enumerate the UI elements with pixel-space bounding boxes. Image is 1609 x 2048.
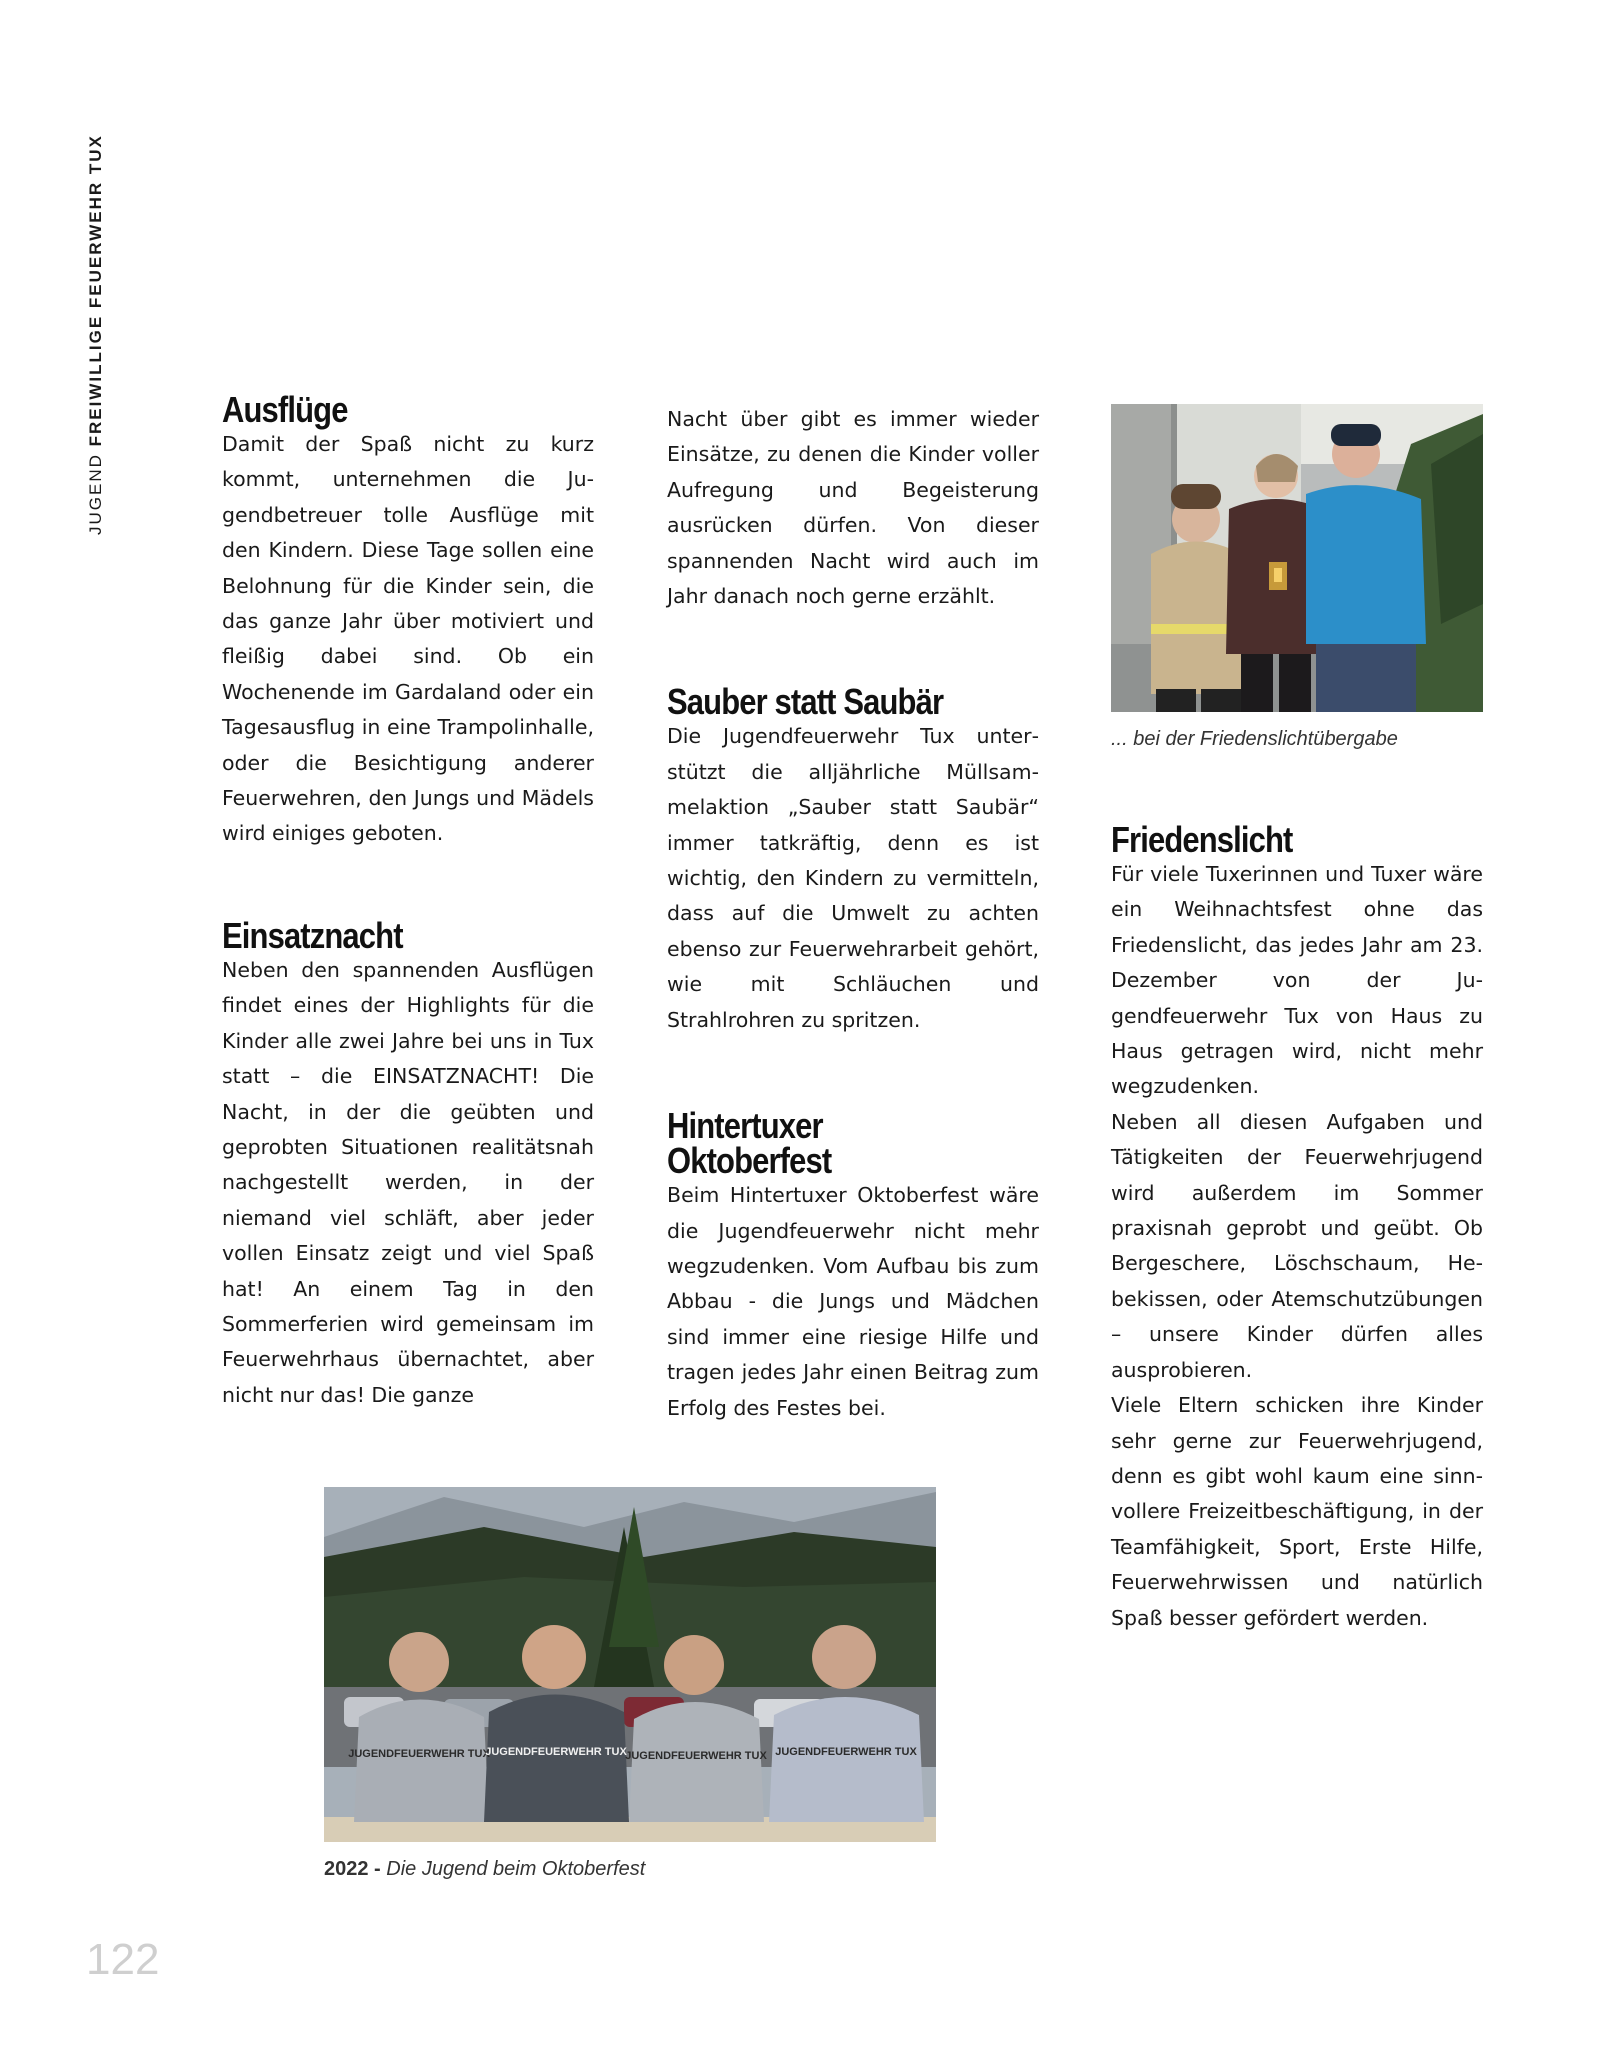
- hoodie-text-3: JUGENDFEUERWEHR TUX: [625, 1750, 767, 1762]
- text-einsatznacht-continued: Nacht über gibt es immer wieder Einsätze, zu denen die Kinder voller Aufregung und Begeisterung ausrücken dürfen. Von dieser spannenden Nacht wird auch im Jahr danach noch gerne erzählt.: [667, 407, 1039, 609]
- text-friedenslicht-2: Neben all diesen Aufgaben und Tätigkeiten der Feuerwehrjugend wird außerdem im Sommer praxisnah geprobt und geübt. Ob Bergeschere, Löschschaum, Hebekissen, oder Atemschutzübungen – unsere Kinder dürfen alles ausprobieren.: [1111, 1109, 1483, 1382]
- heading-sauber-statt-saubaer: Sauber statt Saubär: [667, 681, 944, 723]
- caption-oktoberfest: [324, 1858, 645, 1881]
- heading-friedenslicht: Friedenslicht: [1111, 819, 1293, 860]
- hoodie-text-1: JUGENDFEUERWEHR TUX: [348, 1748, 490, 1760]
- running-header: [86, 134, 106, 535]
- column-3: [1111, 819, 1483, 1636]
- caption-year: 2022 -: [324, 1858, 381, 1880]
- heading-oktoberfest-line1: Hintertuxer: [667, 1105, 823, 1147]
- running-header-bold: FREIWILLIGE FEUERWEHR TUX: [86, 134, 105, 447]
- caption-text: Die Jugend beim Oktoberfest: [380, 1858, 646, 1880]
- text-friedenslicht-3: Viele Eltern schicken ihre Kinder sehr gerne zur Feuerwehrjugend, denn es gibt wohl kaum eine sinnvollere Freizeitbeschäftigung, in der Teamfähigkeit, Sport, Erste Hilfe, Feuerwehrwissen und natürlich Spaß besser gefördert werden.: [1111, 1393, 1483, 1630]
- caption-friedenslicht: ... bei der Friedenslichtübergabe: [1111, 728, 1398, 750]
- text-friedenslicht-1: Für viele Tuxerinnen und Tuxer wäre ein Weihnachtsfest ohne das Friedenslicht, das jedes Jahr am 23. Dezember von der Jugendfeuerwehr Tux von Haus zu Haus getragen wird, nicht mehr wegzudenken.: [1111, 862, 1483, 1099]
- text-sauber-statt-saubaer: Die Jugendfeuerwehr Tux unterstützt die alljährliche Müllsammelaktion „Sauber statt Saubär“ immer tatkräftig, denn es ist wichtig, den Kindern zu vermitteln, dass auf die Umwelt zu achten ebenso zur Feuerwehrarbeit gehört, wie mit Schläuchen und Strahlrohren zu spritzen.: [667, 724, 1039, 1032]
- column-1: [222, 389, 594, 1413]
- hoodie-text-4: JUGENDFEUERWEHR TUX: [775, 1746, 917, 1758]
- heading-einsatznacht: Einsatznacht: [222, 914, 403, 956]
- column-2: [667, 402, 1039, 1426]
- text-ausfluege: Damit der Spaß nicht zu kurz kommt, unternehmen die Jugendbetreuer tolle Ausflüge mit den Kindern. Diese Tage sollen eine Belohnung für die Kinder sein, die das ganze Jahr über motiviert und fleißig dabei sind. Ob ein Wochenende im Gardaland oder ein Tagesausflug in eine Trampolinhalle, oder die Besichtigung anderer Feuerwehren, den Jungs und Mädels wird einiges geboten.: [222, 432, 594, 846]
- photo-oktoberfest: [324, 1487, 936, 1842]
- text-einsatznacht: Neben den spannenden Ausflügen findet eines der Highlights für die Kinder alle zwei Jahre bei uns in Tux statt – die EINSATZNACHT! Die Nacht, in der die geübten und geprobten Situationen realitätsnah nachgestellt werden, in der niemand viel schläft, aber jeder vollen Einsatz zeigt und viel Spaß hat! An einem Tag in den Sommerferien wird gemeinsam im Feuerwehrhaus übernachtet, aber nicht nur das! Die ganze: [222, 957, 594, 1407]
- hoodie-text-2: JUGENDFEUERWEHR TUX: [485, 1746, 627, 1758]
- page-number: 122: [86, 1935, 160, 1984]
- running-header-light: JUGEND: [86, 446, 105, 535]
- photo-friedenslicht: [1111, 404, 1483, 712]
- heading-oktoberfest-line2: Oktoberfest: [667, 1140, 832, 1182]
- text-oktoberfest: Beim Hintertuxer Oktoberfest wäre die Jugendfeuerwehr nicht mehr wegzudenken. Vom Aufbau bis zum Abbau - die Jungs und Mädchen sind immer eine riesige Hilfe und tragen jedes Jahr einen Beitrag zum Erfolg des Festes bei.: [667, 1183, 1039, 1420]
- heading-ausfluege: Ausflüge: [222, 389, 348, 430]
